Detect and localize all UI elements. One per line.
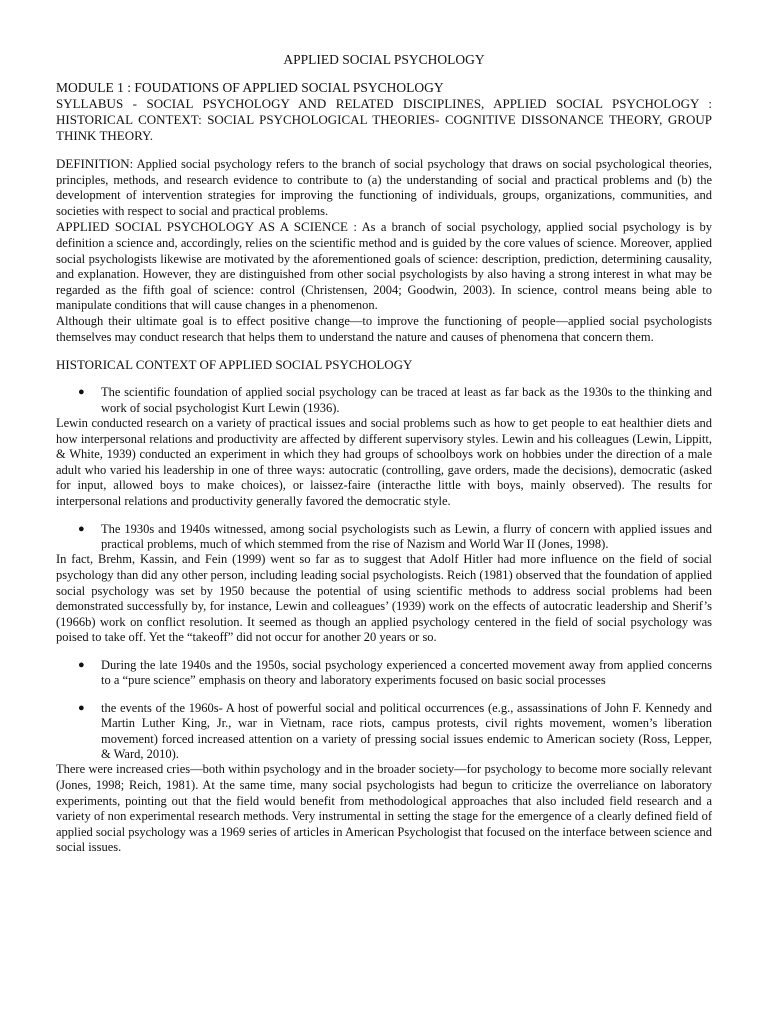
bullet-list-4 — [56, 701, 712, 763]
bullet-text: The scientific foundation of applied social psychology can be traced at least as far back as the 1930s to the thinking and work of social psychologist Kurt Lewin (1936). — [101, 385, 712, 415]
bullet-icon: ● — [78, 701, 85, 714]
goal-paragraph: Although their ultimate goal is to effect positive change—to improve the functioning of people—applied social psychologists themselves may conduct research that helps them to understand the nature and causes of phenomena that concern them. — [56, 313, 712, 344]
bullet-list-2 — [56, 522, 712, 553]
module-heading: MODULE 1 : FOUDATIONS OF APPLIED SOCIAL PSYCHOLOGY — [56, 80, 444, 95]
document-title: APPLIED SOCIAL PSYCHOLOGY — [283, 52, 485, 67]
list-item — [56, 701, 712, 763]
syllabus-text: SYLLABUS - SOCIAL PSYCHOLOGY AND RELATED DISCIPLINES, APPLIED SOCIAL PSYCHOLOGY : HISTORICAL CONTEXT: SOCIAL PSYCHOLOGICAL THEORIES- COGNITIVE DISSONANCE THEORY, GROUP THINK THEORY. — [56, 96, 712, 143]
list-item — [56, 385, 712, 416]
definition-paragraph — [56, 156, 712, 219]
bullet-list-3 — [56, 658, 712, 689]
bullet-text: During the late 1940s and the 1950s, social psychology experienced a concerted movement away from applied concerns to a “pure science” emphasis on theory and laboratory experiments focused on basic social processes — [101, 657, 712, 688]
cries-paragraph: There were increased cries—both within psychology and in the broader society—for psychology to become more socially relevant (Jones, 1998; Reich, 1981). At the same time, many social psychologists had begun to criticize the overreliance on laboratory experiments, pointing out that the field would benefit from methodological approaches that also included field research and a variety of non experimental research methods. Very instrumental in setting the stage for the emergence of a clearly defined field of applied social psychology was a 1969 series of articles in American Psychologist that focused on the interface between science and social issues. — [56, 762, 712, 855]
science-paragraph — [56, 219, 712, 314]
bullet-text: the events of the 1960s- A host of powerful social and political occurrences (e.g., assassinations of John F. Kennedy and Martin Luther King, Jr., war in Vietnam, race riots, campus protests, civil rights movement, women’s liberation movement) forced increased attention on a variety of pressing social issues endemic to American society (Ross, Lepper, & Ward, 2010). — [101, 700, 712, 761]
list-item — [56, 522, 712, 553]
bullet-icon: ● — [78, 658, 85, 671]
bullet-icon: ● — [78, 386, 85, 399]
history-heading: HISTORICAL CONTEXT OF APPLIED SOCIAL PSYCHOLOGY — [56, 357, 413, 373]
bullet-text: The 1930s and 1940s witnessed, among social psychologists such as Lewin, a flurry of concern with applied issues and practical problems, much of which stemmed from the rise of Nazism and World War II (Jones, 1998). — [101, 521, 712, 551]
lewin-paragraph: Lewin conducted research on a variety of practical issues and social problems such as how to get people to eat healthier diets and how interpersonal relations and productivity are affected by different supervisory styles. Lewin and his colleagues (Lewin, Lippitt, & White, 1939) conducted an experiment in which they had groups of schoolboys work on hobbies under the direction of a male adult who varied his leadership in one of three ways: autocratic (controlling, gave orders, made the decisions), democratic (asked for input, allowed boys to make choices), or laissez-faire (interacthe little with boys, mainly observed). The results for interpersonal relations and productivity generally favored the democratic style. — [56, 415, 712, 508]
science-label: APPLIED SOCIAL PSYCHOLOGY AS A SCIENCE : — [56, 219, 358, 235]
science-text: As a branch of social psychology, applied social psychology is by definition a science and, accordingly, relies on the scientific method and is guided by the core values of science. Moreover, applied social psychologists likewise are motivated by the aforementioned goals of science: description, prediction, determining causality, and explanation. However, they are distinguished from other social psychologists by also having a strong interest in what may be regarded as the fifth goal of science: control (Christensen, 2004; Goodwin, 2003). In science, control means being able to manipulate conditions that will cause changes in a phenomenon. — [56, 220, 712, 313]
definition-text: Applied social psychology refers to the branch of social psychology that draws on social psychological theories, principles, methods, and research evidence to contribute to (a) the understanding of social and practical problems and (b) the development of intervention strategies for improving the functioning of individuals, groups, organizations, communities, and societies with respect to social and practical problems. — [56, 157, 712, 218]
document-page — [56, 52, 712, 856]
brehm-paragraph: In fact, Brehm, Kassin, and Fein (1999) went so far as to suggest that Adolf Hitler had more influence on the field of social psychology than did any other person, including leading social psychologists. Reich (1981) observed that the foundation of applied social psychology was set by 1950 because the potential of using scientific methods to address social problems had been demonstrated successfully by, for instance, Lewin and colleagues’ (1939) work on the effects of autocratic leadership and Sherif’s (1966b) work on conflict resolution. It seemed as though an applied psychology centered in the field of social psychology was poised to take off. Yet the “takeoff” did not occur for another 20 years or so. — [56, 552, 712, 645]
bullet-icon: ● — [78, 522, 85, 535]
bullet-list-1 — [56, 385, 712, 416]
definition-label: DEFINITION: — [56, 156, 134, 171]
list-item — [56, 658, 712, 689]
